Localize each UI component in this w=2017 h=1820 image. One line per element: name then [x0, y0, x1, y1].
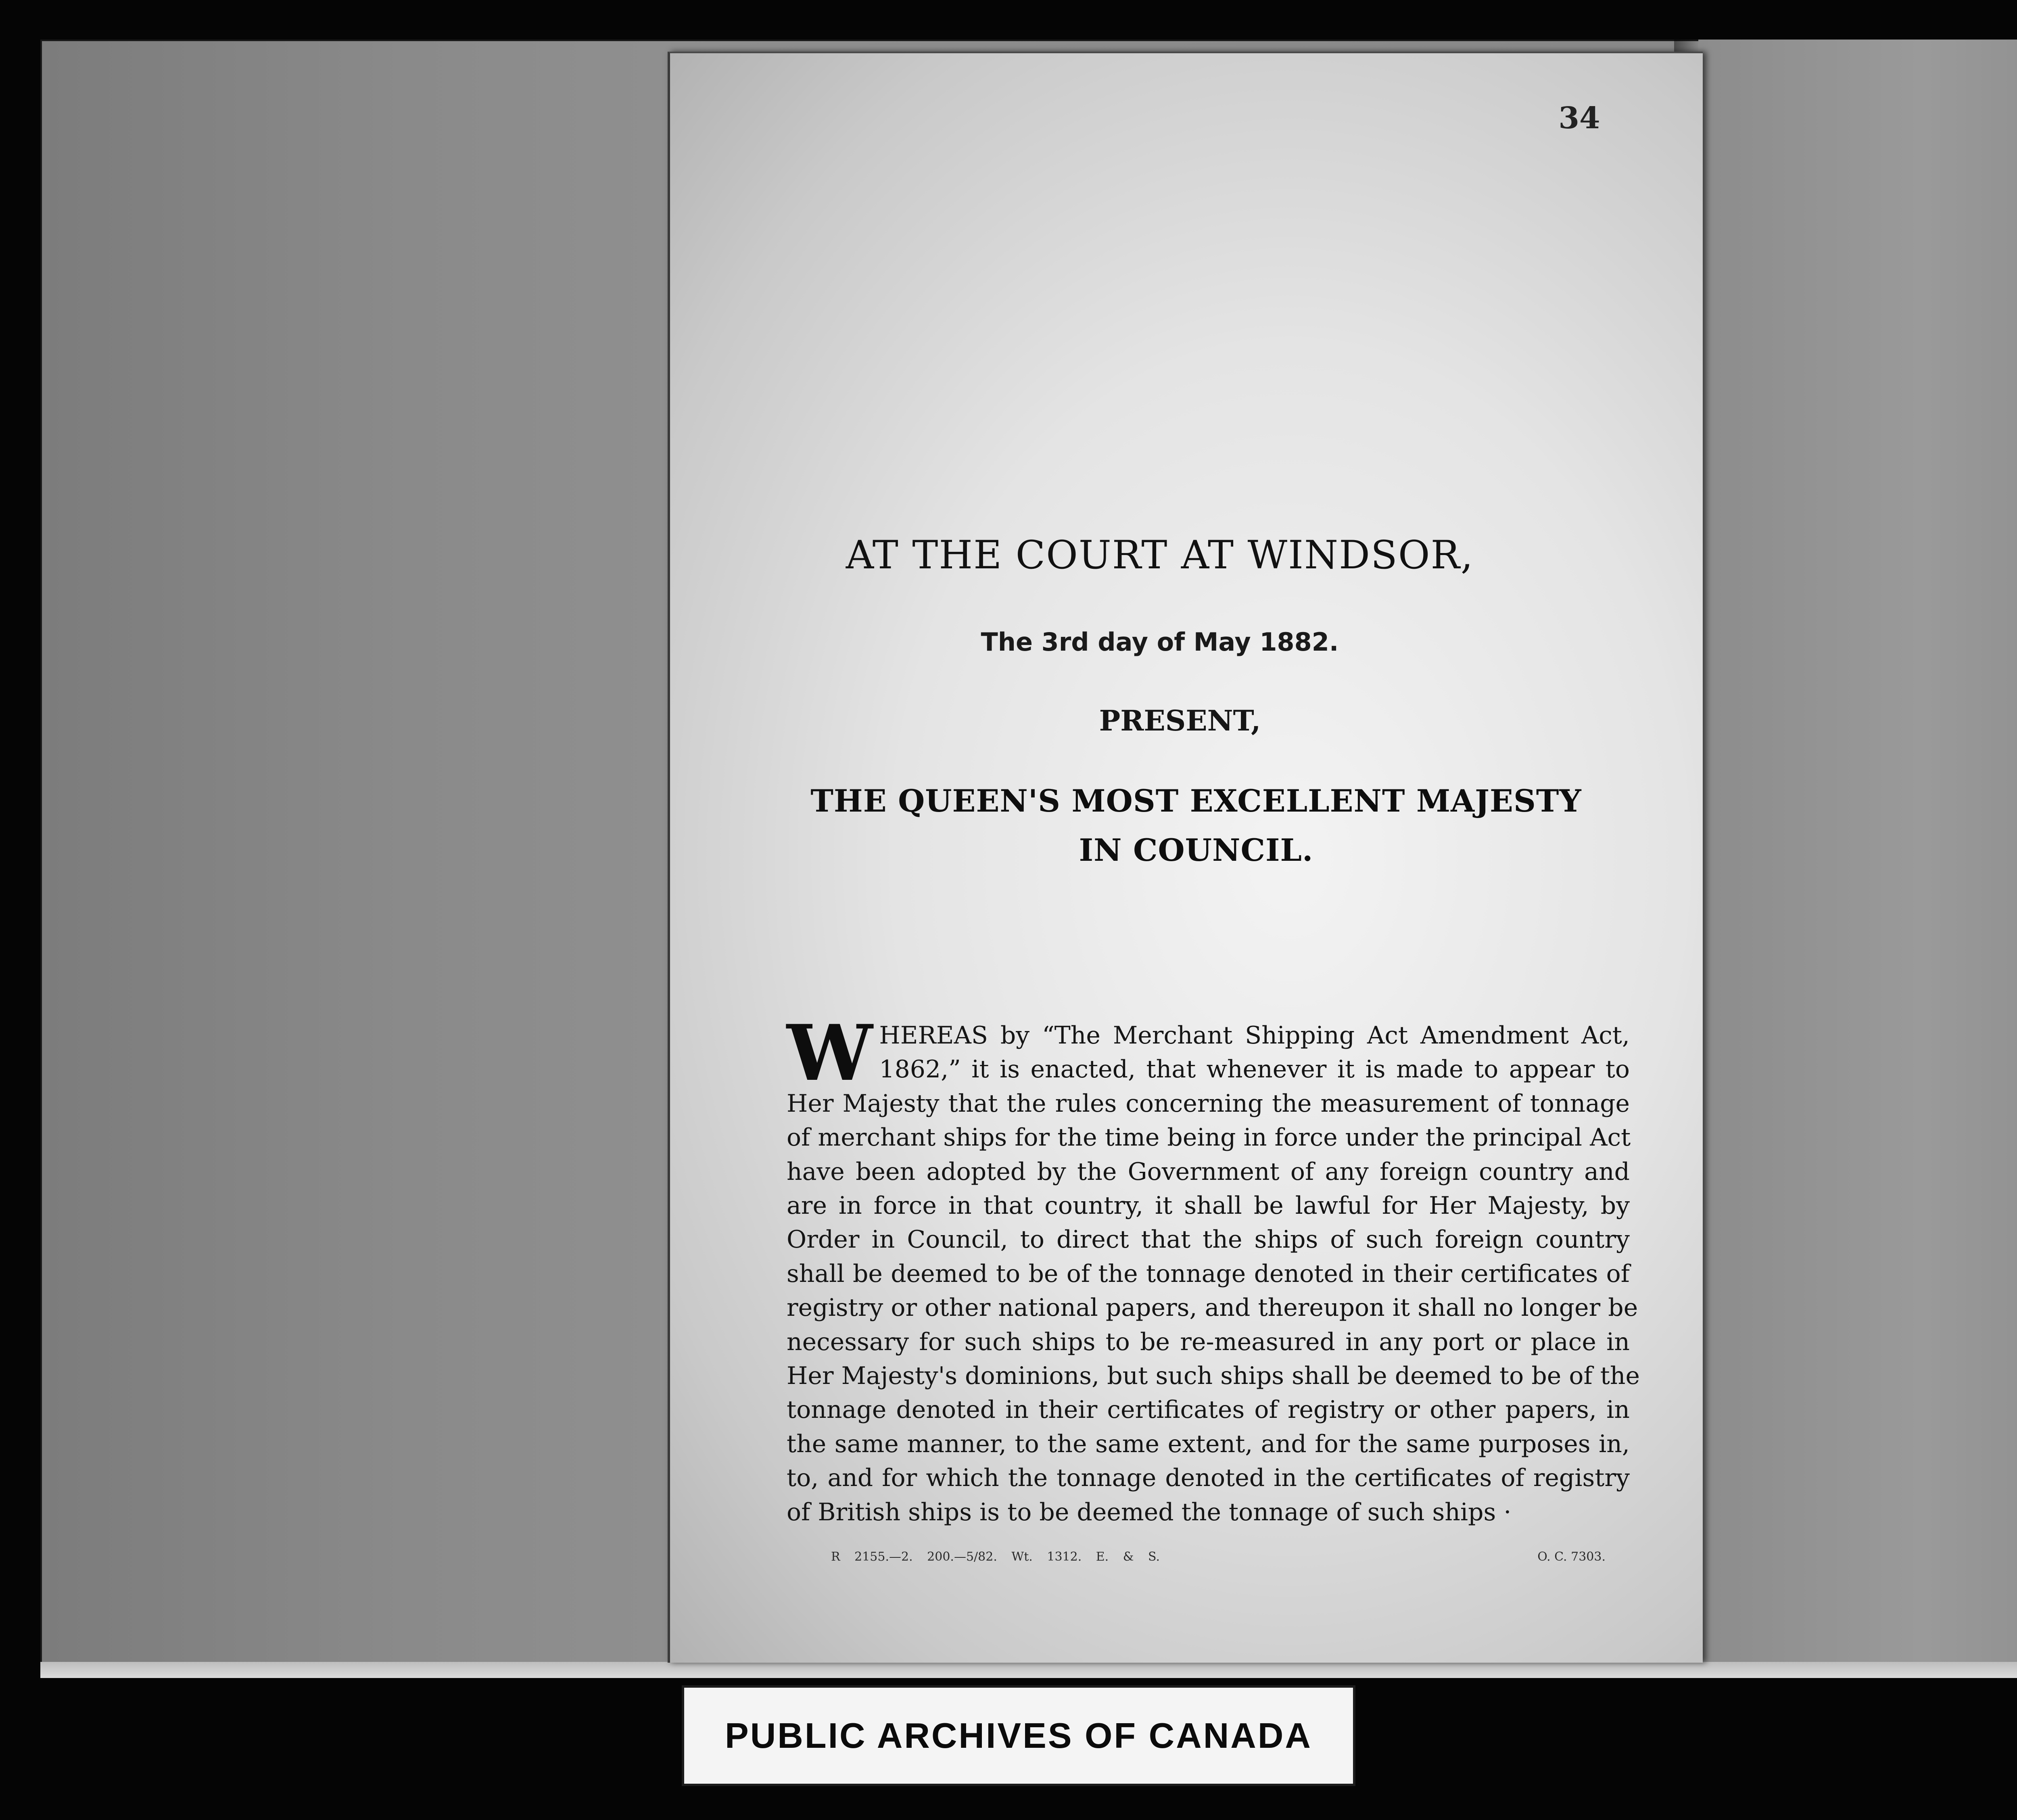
body-line: HEREAS by “The Merchant Shipping Act Amendment Act, — [879, 1021, 1630, 1050]
body-paragraph — [787, 1008, 1640, 1529]
majesty-line-1: THE QUEEN'S MOST EXCELLENT MAJESTY — [810, 783, 1582, 819]
body-line: are in force in that country, it shall be lawful for Her Majesty, by — [787, 1192, 1630, 1220]
page-number: 34 — [1558, 101, 1600, 136]
body-line: of merchant ships for the time being in force under the principal Act — [787, 1123, 1631, 1152]
archive-label-text: PUBLIC ARCHIVES OF CANADA — [725, 1716, 1312, 1755]
body-line: necessary for such ships to be re-measured in any port or place in — [787, 1327, 1630, 1356]
body-line: Order in Council, to direct that the ships of such foreign country — [787, 1225, 1630, 1254]
print-codes: R 2155.—2. 200.—5/82. Wt. 1312. E. & S. — [831, 1550, 1160, 1564]
archive-label — [682, 1685, 1355, 1786]
body-line: 1862,” it is enacted, that whenever it is made to appear to — [879, 1055, 1630, 1084]
body-line: to, and for which the tonnage denoted in the certificates of registry — [787, 1464, 1630, 1492]
mount-bottom-strip — [40, 1662, 2017, 1678]
order-number: O. C. 7303. — [1537, 1550, 1606, 1564]
body-line: shall be deemed to be of the tonnage denoted in their certificates of — [787, 1259, 1630, 1288]
document-date: The 3rd day of May 1882. — [981, 627, 1339, 657]
body-line: of British ships is to be deemed the tonnage of such ships · — [787, 1498, 1512, 1526]
body-line: tonnage denoted in their certificates of registry or other papers, in — [787, 1396, 1630, 1424]
body-line: registry or other national papers, and thereupon it shall no longer be — [787, 1294, 1638, 1322]
drop-cap: W — [787, 1008, 873, 1098]
body-line: the same manner, to the same extent, and for the same purposes in, — [787, 1430, 1630, 1458]
present-heading: PRESENT, — [1099, 704, 1261, 737]
body-line: have been adopted by the Government of any foreign country and — [787, 1157, 1630, 1186]
majesty-line-2: IN COUNCIL. — [1079, 832, 1313, 868]
body-line: Her Majesty's dominions, but such ships shall be deemed to be of the — [787, 1362, 1640, 1390]
document-title: AT THE COURT AT WINDSOR, — [846, 532, 1474, 578]
majesty-heading — [783, 776, 1610, 875]
body-line: Her Majesty that the rules concerning the measurement of tonnage — [787, 1089, 1630, 1118]
right-mount-panel — [1698, 40, 2017, 1669]
